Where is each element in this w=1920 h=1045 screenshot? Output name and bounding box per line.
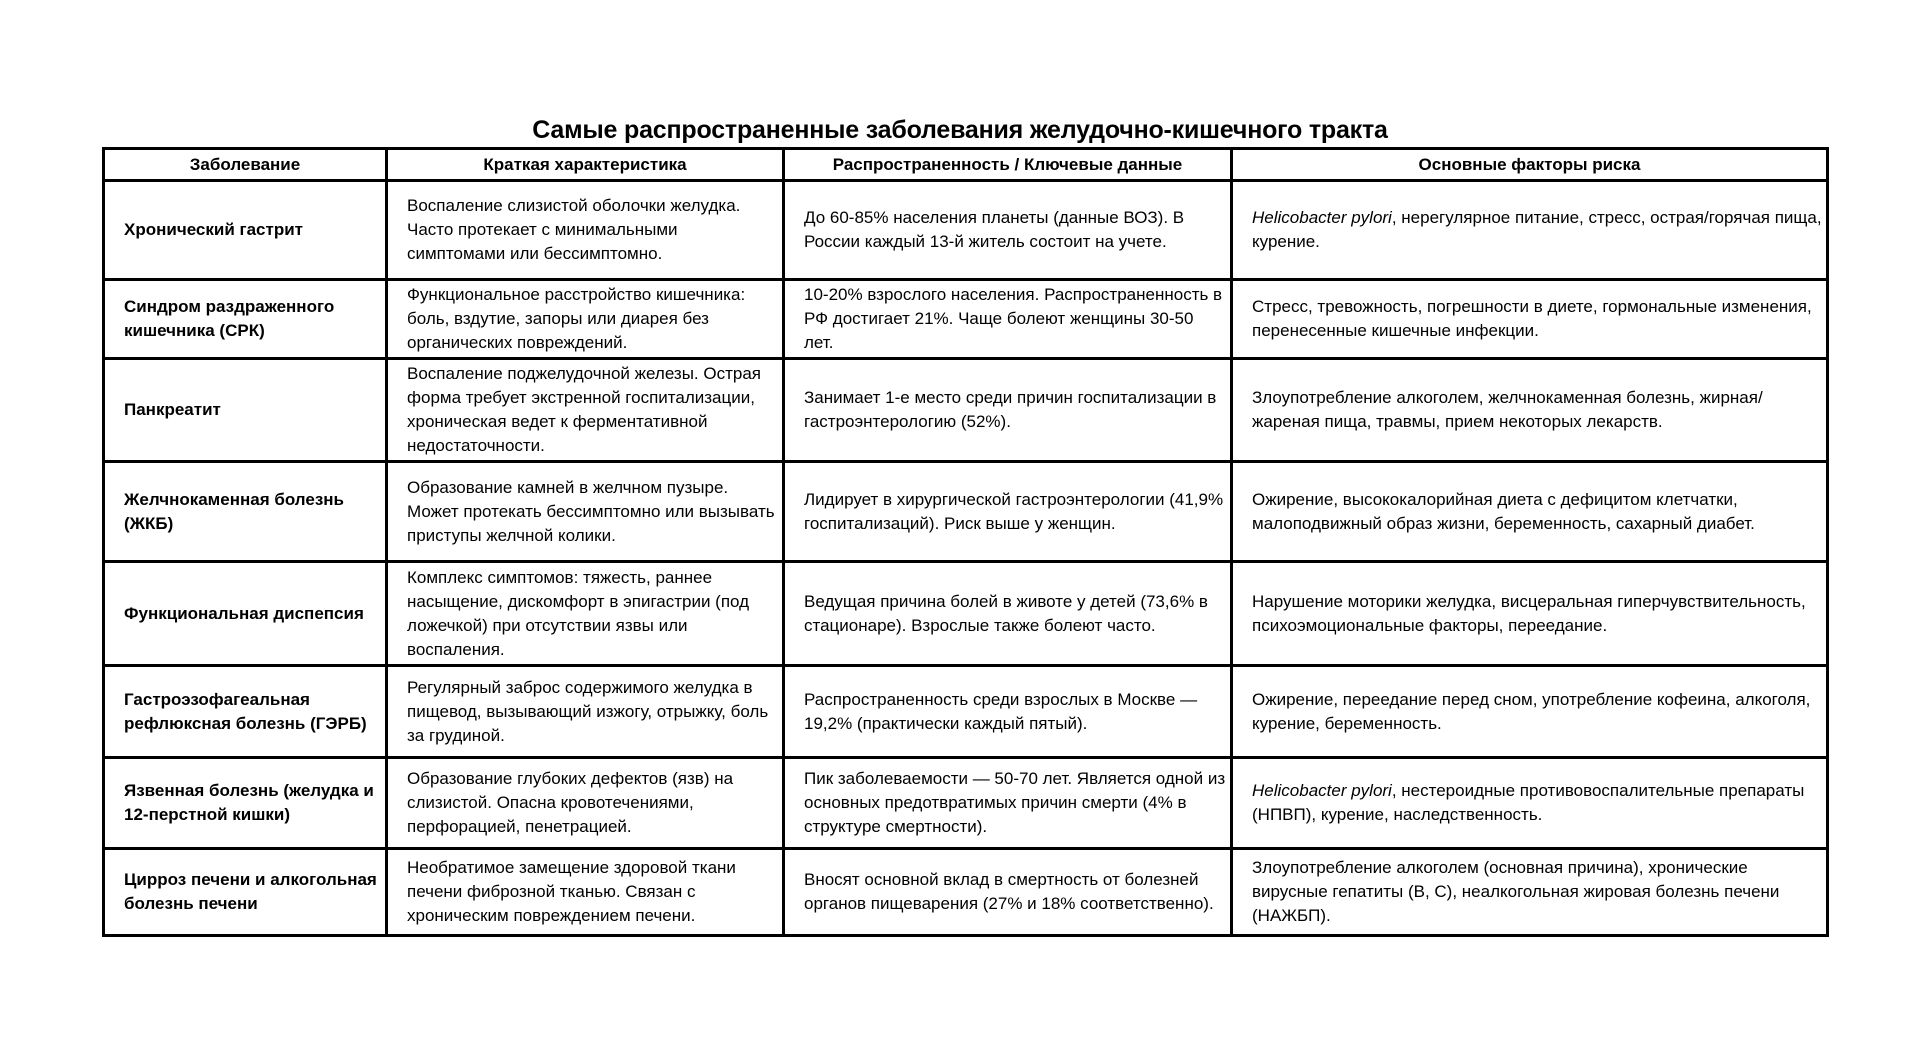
risk-factors-text: , нерегулярное питание, стресс, острая/горячая пища, курение. bbox=[1252, 208, 1822, 251]
risk-factors-cell bbox=[1232, 462, 1828, 562]
table-header-row bbox=[104, 149, 1828, 181]
disease-name-cell: Панкреатит bbox=[104, 359, 387, 462]
risk-factors-cell bbox=[1232, 562, 1828, 666]
risk-factors-text: , нестероидные противовоспалительные препараты (НПВП), курение, наследственность. bbox=[1252, 781, 1805, 824]
prevalence-cell: Ведущая причина болей в животе у детей (73,6% в стационаре). Взрослые также болеют часто. bbox=[784, 562, 1232, 666]
prevalence-cell: Пик заболеваемости — 50-70 лет. Является одной из основных предотвратимых причин смерти (4% в структуре смертности). bbox=[784, 758, 1232, 849]
description-cell: Образование камней в желчном пузыре. Может протекать бессимптомно или вызывать приступы желчной колики. bbox=[387, 462, 784, 562]
description-cell: Воспаление слизистой оболочки желудка. Часто протекает с минимальными симптомами или бессимптомно. bbox=[387, 181, 784, 280]
description-cell: Образование глубоких дефектов (язв) на слизистой. Опасна кровотечениями, перфорацией, пенетрацией. bbox=[387, 758, 784, 849]
table-row bbox=[104, 280, 1828, 359]
table-row bbox=[104, 462, 1828, 562]
prevalence-cell: Вносят основной вклад в смертность от болезней органов пищеварения (27% и 18% соответственно). bbox=[784, 849, 1232, 936]
disease-name-cell: Хронический гастрит bbox=[104, 181, 387, 280]
prevalence-cell: Распространенность среди взрослых в Москве — 19,2% (практически каждый пятый). bbox=[784, 666, 1232, 758]
prevalence-cell: 10-20% взрослого населения. Распространенность в РФ достигает 21%. Чаще болеют женщины 30-50 лет. bbox=[784, 280, 1232, 359]
risk-factors-cell bbox=[1232, 849, 1828, 936]
table-row bbox=[104, 666, 1828, 758]
description-cell: Регулярный заброс содержимого желудка в пищевод, вызывающий изжогу, отрыжку, боль за грудиной. bbox=[387, 666, 784, 758]
column-header-description: Краткая характеристика bbox=[387, 149, 784, 181]
risk-factors-cell bbox=[1232, 181, 1828, 280]
disease-name-cell: Язвенная болезнь (желудка и 12-перстной кишки) bbox=[104, 758, 387, 849]
disease-name-cell: Функциональная диспепсия bbox=[104, 562, 387, 666]
prevalence-cell: Лидирует в хирургической гастроэнтерологии (41,9% госпитализаций). Риск выше у женщин. bbox=[784, 462, 1232, 562]
description-cell: Комплекс симптомов: тяжесть, раннее насыщение, дискомфорт в эпигастрии (под ложечкой) при отсутствии язвы или воспаления. bbox=[387, 562, 784, 666]
disease-name-cell: Гастроэзофагеальная рефлюксная болезнь (ГЭРБ) bbox=[104, 666, 387, 758]
risk-factors-text: Стресс, тревожность, погрешности в диете, гормональные изменения, перенесенные кишечные инфекции. bbox=[1252, 297, 1812, 340]
risk-factors-cell bbox=[1232, 280, 1828, 359]
prevalence-cell: Занимает 1-е место среди причин госпитализации в гастроэнтерологию (52%). bbox=[784, 359, 1232, 462]
page-title: Самые распространенные заболевания желудочно-кишечного тракта bbox=[532, 116, 1388, 144]
table-row bbox=[104, 181, 1828, 280]
disease-table bbox=[102, 147, 1829, 937]
risk-factors-italic: Helicobacter pylori bbox=[1252, 781, 1392, 800]
description-cell: Необратимое замещение здоровой ткани печени фиброзной тканью. Связан с хроническим повреждением печени. bbox=[387, 849, 784, 936]
disease-name-cell: Синдром раздраженного кишечника (СРК) bbox=[104, 280, 387, 359]
prevalence-cell: До 60-85% населения планеты (данные ВОЗ). В России каждый 13-й житель состоит на учете. bbox=[784, 181, 1232, 280]
description-cell: Функциональное расстройство кишечника: боль, вздутие, запоры или диарея без органических повреждений. bbox=[387, 280, 784, 359]
column-header-disease: Заболевание bbox=[104, 149, 387, 181]
table-row bbox=[104, 849, 1828, 936]
disease-name-cell: Цирроз печени и алкогольная болезнь печени bbox=[104, 849, 387, 936]
disease-name-cell: Желчнокаменная болезнь (ЖКБ) bbox=[104, 462, 387, 562]
risk-factors-cell bbox=[1232, 359, 1828, 462]
risk-factors-text: Ожирение, высококалорийная диета с дефицитом клетчатки, малоподвижный образ жизни, беременность, сахарный диабет. bbox=[1252, 489, 1755, 533]
column-header-prevalence: Распространенность / Ключевые данные bbox=[784, 149, 1232, 181]
risk-factors-text: Злоупотребление алкоголем, желчнокаменная болезнь, жирная/жареная пища, травмы, прием некоторых лекарств. bbox=[1252, 388, 1763, 431]
table-row bbox=[104, 758, 1828, 849]
risk-factors-italic: Helicobacter pylori bbox=[1252, 208, 1392, 227]
risk-factors-text: Злоупотребление алкоголем (основная причина), хронические вирусные гепатиты (B, C), неалкогольная жировая болезнь печени (НАЖБП). bbox=[1252, 858, 1780, 925]
table-row bbox=[104, 562, 1828, 666]
column-header-risk-factors: Основные факторы риска bbox=[1232, 149, 1828, 181]
risk-factors-cell bbox=[1232, 666, 1828, 758]
risk-factors-text: Нарушение моторики желудка, висцеральная гиперчувствительность, психоэмоциональные факторы, переедание. bbox=[1252, 591, 1806, 635]
risk-factors-text: Ожирение, переедание перед сном, употребление кофеина, алкоголя, курение, беременность. bbox=[1252, 689, 1811, 733]
risk-factors-cell bbox=[1232, 758, 1828, 849]
table-row bbox=[104, 359, 1828, 462]
description-cell: Воспаление поджелудочной железы. Острая форма требует экстренной госпитализации, хроническая ведет к ферментативной недостаточности. bbox=[387, 359, 784, 462]
